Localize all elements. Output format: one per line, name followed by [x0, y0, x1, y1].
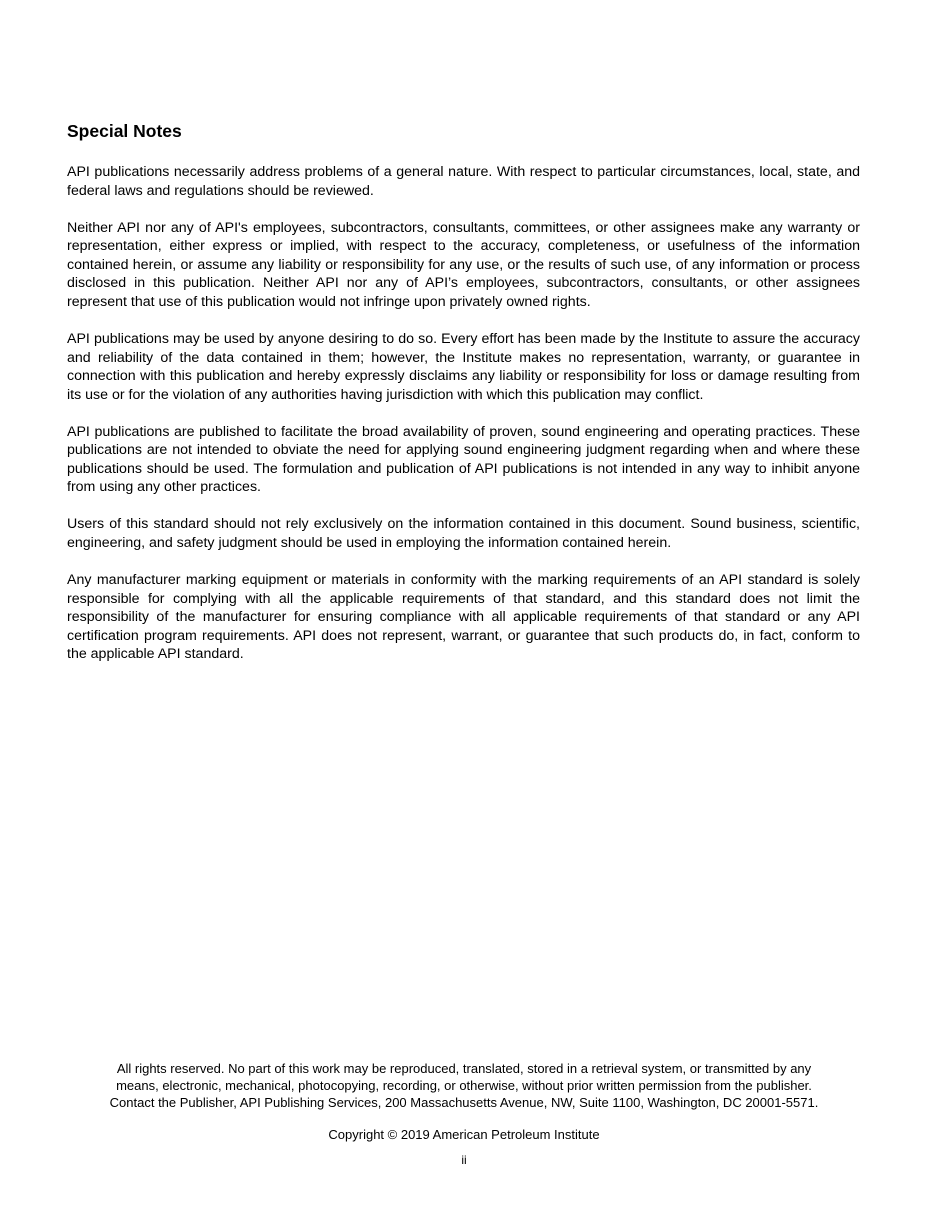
paragraph-manufacturer-marking: Any manufacturer marking equipment or materials in conformity with the marking requirements of an API standard is solely responsible for complying with all the applicable requirements of that standard, and this standard does not limit the responsibility of the manufacturer for ensuring compliance with all applicable requirements of that standard or any API certification program requirements. API does not represent, warrant, or guarantee that such products do, in fact, conform to the applicable API standard.: [67, 572, 860, 663]
page-number: ii: [461, 1153, 467, 1167]
rights-notice-line: All rights reserved. No part of this work may be reproduced, translated, stored in a retrieval system, or transmitted by any: [116, 1061, 812, 1076]
copyright-notice: Copyright © 2019 American Petroleum Institute: [328, 1127, 600, 1142]
section-heading: Special Notes: [67, 121, 182, 141]
paragraph-use-by-anyone: API publications may be used by anyone desiring to do so. Every effort has been made by the Institute to assure the accuracy and reliability of the data contained in them; however, the Institute makes no representation, warranty, or guarantee in connection with this publication and hereby expressly disclaims any liability or responsibility for loss or damage resulting from its use or for the violation of any authorities having jurisdiction with which this publication may conflict.: [67, 330, 860, 403]
paragraph-users-reliance: Users of this standard should not rely exclusively on the information contained in this document. Sound business, scientific, engineering, and safety judgment should be used in employing the information contained herein.: [67, 516, 860, 552]
paragraph-warranty-disclaimer: Neither API nor any of API's employees, subcontractors, consultants, committees, or other assignees make any warranty or representation, either express or implied, with respect to the accuracy, completeness, or usefulness of the information contained herein, or assume any liability or responsibility for any use, or the results of such use, of any information or process disclosed in this publication. Neither API nor any of API’s employees, subcontractors, consultants, or other assignees represent that use of this publication would not infringe upon privately owned rights.: [67, 219, 860, 310]
paragraph-engineering-practices: API publications are published to facilitate the broad availability of proven, sound engineering and operating practices. These publications are not intended to obviate the need for applying sound engineering judgment regarding when and where these publications should be used. The formulation and publication of API publications is not intended in any way to inhibit anyone from using any other practices.: [67, 423, 860, 496]
paragraph-general-nature: API publications necessarily address problems of a general nature. With respect to particular circumstances, local, state, and federal laws and regulations should be reviewed.: [67, 164, 860, 199]
rights-notice: [60, 1060, 868, 1111]
rights-notice-line: means, electronic, mechanical, photocopying, recording, or otherwise, without prior written permission from the publisher.: [116, 1078, 812, 1093]
rights-notice-line: Contact the Publisher, API Publishing Services, 200 Massachusetts Avenue, NW, Suite 1100, Washington, DC 20001-5571.: [109, 1095, 819, 1110]
special-notes-section: [67, 120, 860, 682]
